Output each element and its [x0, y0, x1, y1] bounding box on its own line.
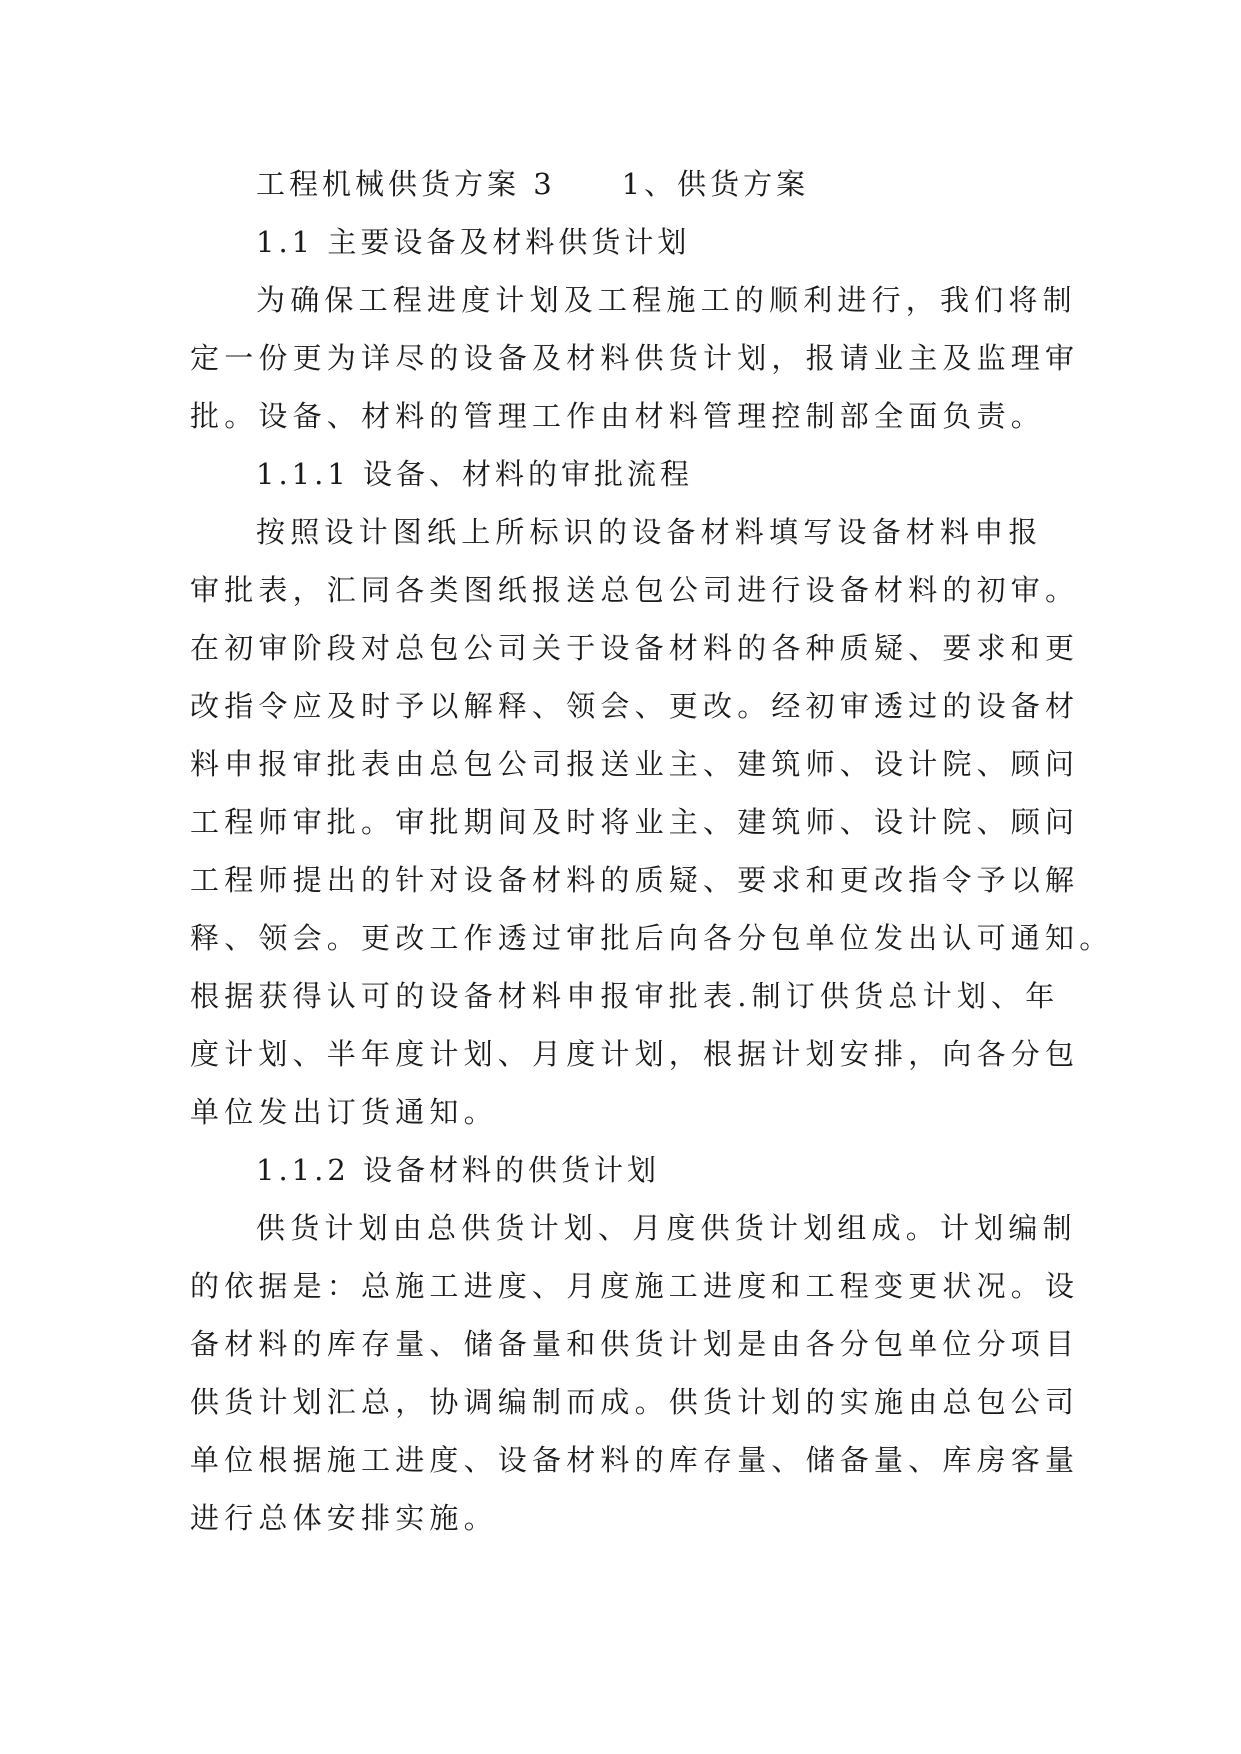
paragraph-line: 根据获得认可的设备材料申报审批表.制订供货总计划、年 [190, 979, 1060, 1013]
paragraph-line: 审批表，汇同各类图纸报送总包公司进行设备材料的初审。 [190, 573, 1080, 607]
section-heading-1-1-2: 1.1.2 设备材料的供货计划 [256, 1153, 661, 1187]
paragraph-line: 在初审阶段对总包公司关于设备材料的各种质疑、要求和更 [190, 631, 1080, 665]
paragraph-line: 单位根据施工进度、设备材料的库存量、储备量、库房客量 [190, 1443, 1080, 1477]
document-title-line: 工程机械供货方案 3 1、供货方案 [256, 167, 810, 201]
paragraph-line: 的依据是：总施工进度、月度施工进度和工程变更状况。设 [190, 1269, 1080, 1303]
paragraph-line: 单位发出订货通知。 [190, 1095, 498, 1129]
paragraph-line: 工程师提出的针对设备材料的质疑、要求和更改指令予以解 [190, 863, 1080, 897]
paragraph-line: 进行总体安排实施。 [190, 1501, 498, 1535]
paragraph-line: 按照设计图纸上所标识的设备材料填写设备材料申报 [256, 515, 1043, 549]
paragraph-line: 改指令应及时予以解释、领会、更改。经初审透过的设备材 [190, 689, 1080, 723]
paragraph-line: 供货计划由总供货计划、月度供货计划组成。计划编制 [256, 1211, 1077, 1245]
paragraph-line: 料申报审批表由总包公司报送业主、建筑师、设计院、顾问 [190, 747, 1080, 781]
paragraph-line: 工程师审批。审批期间及时将业主、建筑师、设计院、顾问 [190, 805, 1080, 839]
paragraph-line: 定一份更为详尽的设备及材料供货计划，报请业主及监理审 [190, 341, 1080, 375]
document-body [190, 155, 1114, 1547]
paragraph-line: 批。设备、材料的管理工作由材料管理控制部全面负责。 [190, 399, 1046, 433]
paragraph-line: 释、领会。更改工作透过审批后向各分包单位发出认可通知。 [190, 921, 1114, 955]
section-heading-1-1-1: 1.1.1 设备、材料的审批流程 [256, 457, 694, 491]
section-heading-1-1: 1.1 主要设备及材料供货计划 [256, 225, 691, 259]
paragraph-line: 供货计划汇总，协调编制而成。供货计划的实施由总包公司 [190, 1385, 1080, 1419]
paragraph-line: 为确保工程进度计划及工程施工的顺利进行，我们将制 [256, 283, 1077, 317]
paragraph-line: 度计划、半年度计划、月度计划，根据计划安排，向各分包 [190, 1037, 1080, 1071]
paragraph-line: 备材料的库存量、储备量和供货计划是由各分包单位分项目 [190, 1327, 1080, 1361]
